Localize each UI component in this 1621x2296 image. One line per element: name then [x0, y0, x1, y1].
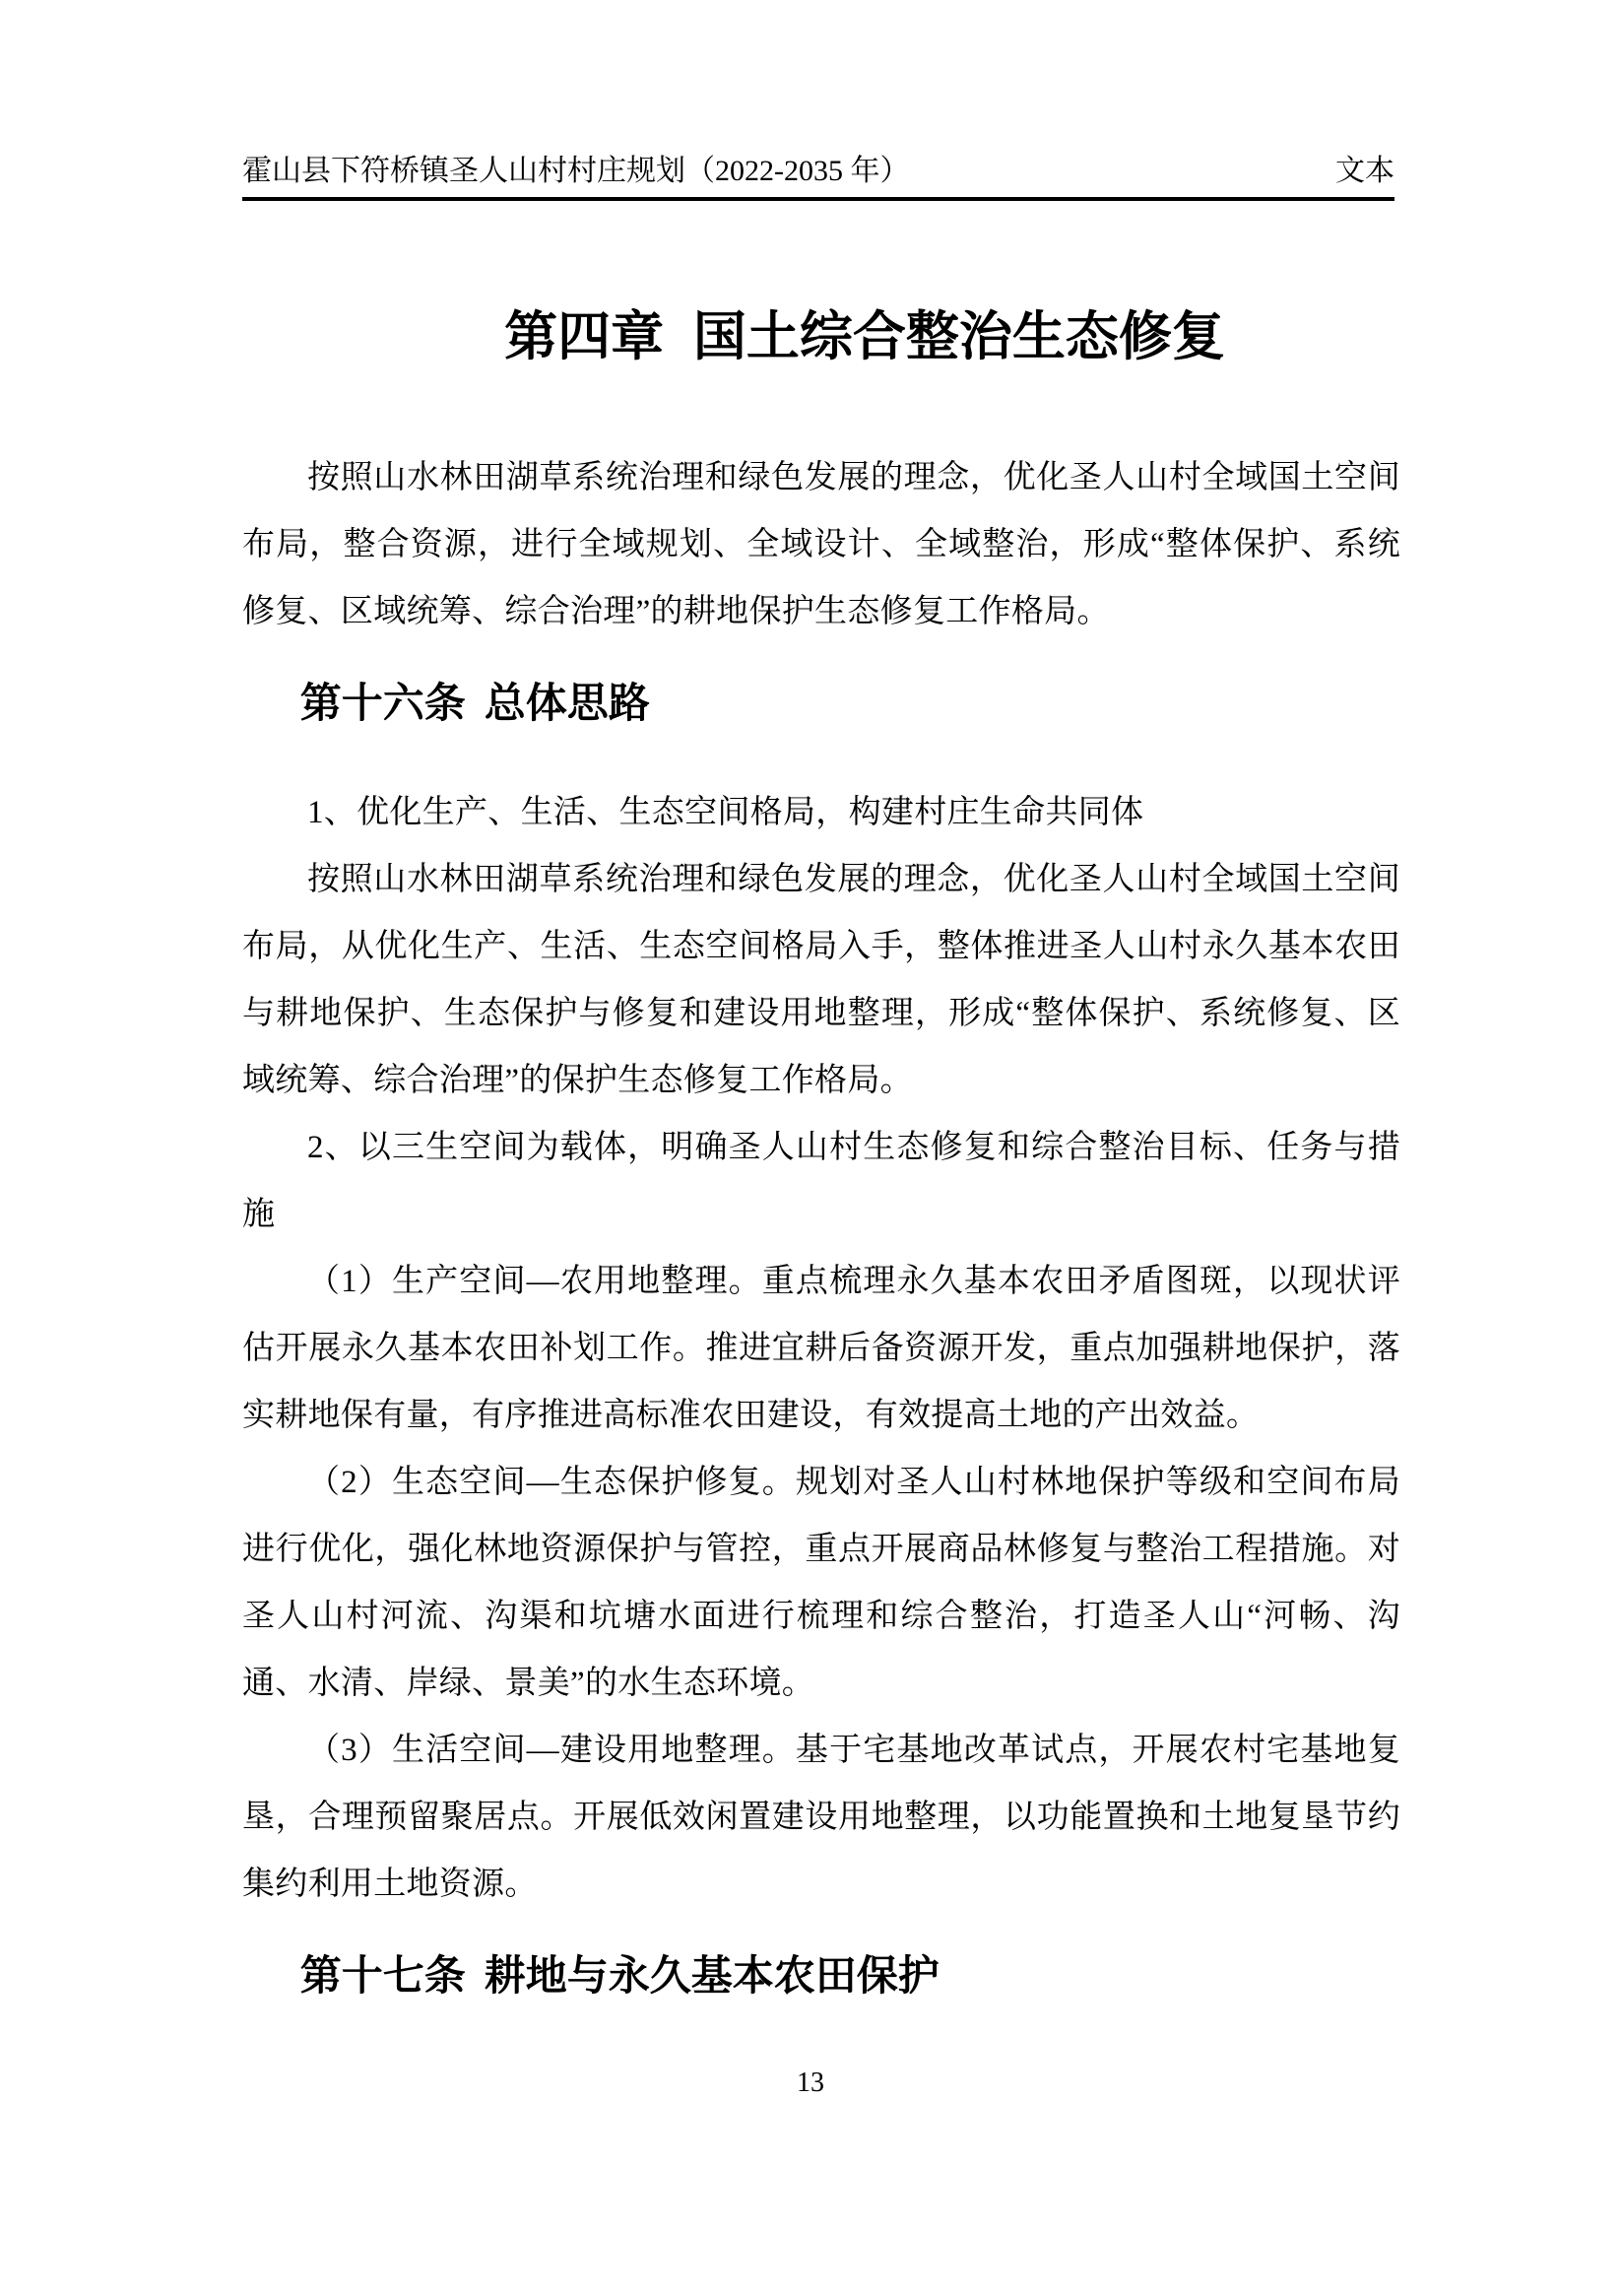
paragraph: （3）生活空间—建设用地整理。基于宅基地改革试点，开展农村宅基地复垦，合理预留聚居点。开展低效闲置建设用地整理，以功能置换和土地复垦节约集约利用土地资源。 — [242, 1733, 1400, 1902]
paragraph: 1、优化生产、生活、生态空间格局，构建村庄生命共同体 — [307, 795, 1144, 830]
paragraph: 2、以三生空间为载体，明确圣人山村生态修复和综合整治目标、任务与措施 — [242, 1130, 1400, 1232]
paragraph: （2）生态空间—生态保护修复。规划对圣人山村林地保护等级和空间布局进行优化，强化林地资源保护与管控，重点开展商品林修复与整治工程措施。对圣人山村河流、沟渠和坑塘水面进行梳理和综合整治，打造圣人山“河畅、沟通、水清、岸绿、景美”的水生态环境。 — [242, 1465, 1400, 1701]
document-body — [242, 444, 1400, 2010]
page-number: 13 — [797, 2067, 824, 2098]
paragraph: 按照山水林田湖草系统治理和绿色发展的理念，优化圣人山村全域国土空间布局，从优化生产、生活、生态空间格局入手，整体推进圣人山村永久基本农田与耕地保护、生态保护与修复和建设用地整理，形成“整体保护、系统修复、区域统筹、综合治理”的保护生态修复工作格局。 — [242, 862, 1400, 1098]
section-heading: 第十七条 耕地与永久基本农田保护 — [299, 1954, 940, 2000]
header-title: 霍山县下符桥镇圣人山村村庄规划（2022-2035 年） — [242, 155, 910, 187]
chapter-title: 第四章 国土综合整治生态修复 — [504, 307, 1225, 366]
paragraph: （1）生产空间—农用地整理。重点梳理永久基本农田矛盾图斑，以现状评估开展永久基本农田补划工作。推进宜耕后备资源开发，重点加强耕地保护，落实耕地保有量，有序推进高标准农田建设，有效提高土地的产出效益。 — [242, 1264, 1400, 1433]
header-doc-type-label: 文本 — [1335, 155, 1394, 187]
section-heading: 第十六条 总体思路 — [299, 682, 650, 727]
paragraph: 按照山水林田湖草系统治理和绿色发展的理念，优化圣人山村全域国土空间布局，整合资源，进行全域规划、全域设计、全域整治，形成“整体保护、系统修复、区域统筹、综合治理”的耕地保护生态修复工作格局。 — [242, 460, 1400, 629]
page-header — [242, 154, 1394, 201]
